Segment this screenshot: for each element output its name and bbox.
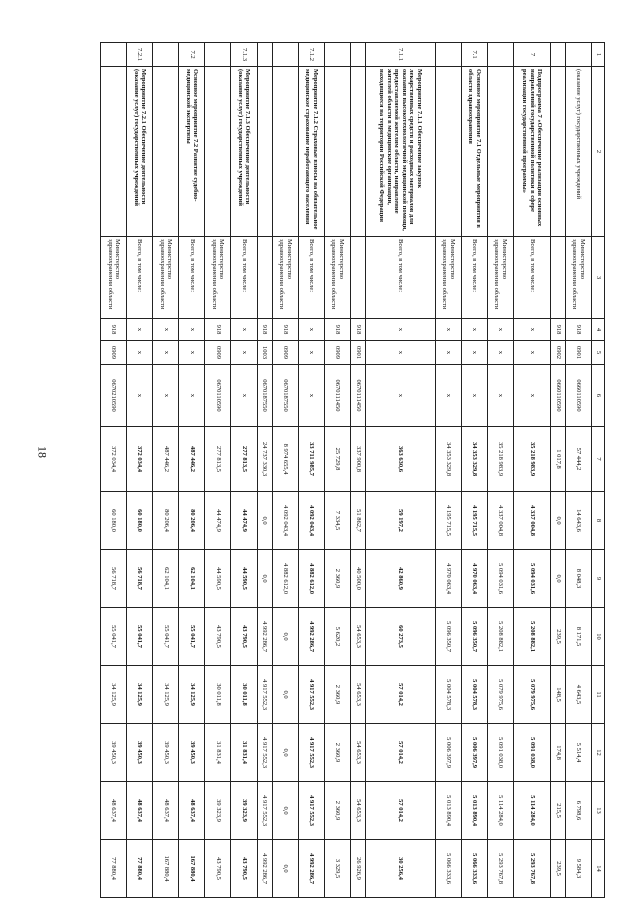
cell-col-11: 34 125,9 <box>127 666 153 724</box>
cell-col-2 <box>101 67 127 237</box>
cell-col-4: 918 <box>257 319 272 341</box>
cell-col-9: 2 360,9 <box>324 550 350 608</box>
cell-col-3: Министерство здравоохранения области <box>272 237 298 319</box>
cell-col-1 <box>153 43 179 67</box>
cell-col-10: 5 208 882,1 <box>513 608 550 666</box>
cell-col-5: x <box>487 341 513 365</box>
cell-col-4: x <box>179 319 205 341</box>
cell-col-7: 34 353 329,8 <box>461 427 487 492</box>
table-row <box>513 43 550 898</box>
cell-col-10: 239,5 <box>550 608 565 666</box>
cell-col-14: 9 584,3 <box>565 840 591 898</box>
cell-col-13: 5 013 890,4 <box>435 782 461 840</box>
cell-col-7: 35 218 983,9 <box>513 427 550 492</box>
cell-col-3 <box>350 237 365 319</box>
cell-col-10: 43 790,5 <box>205 608 231 666</box>
cell-col-12: 174,8 <box>550 724 565 782</box>
cell-col-10: 54 653,3 <box>350 608 365 666</box>
cell-col-11: 148,5 <box>550 666 565 724</box>
cell-col-8: 4 195 715,5 <box>461 492 487 550</box>
cell-col-11: 4 917 552,3 <box>298 666 324 724</box>
cell-col-5: 0909 <box>205 341 231 365</box>
cell-col-1 <box>350 43 365 67</box>
cell-col-2: Мероприятие 7.1.1 Обеспечение закупок лекарственных средств и расходных материалов для оказания высокотехнологичной медицинской помощи, предоставляемой жителям области, направление жителей области в медицинские организации, находящиеся на территории Российской Федерации <box>366 67 435 237</box>
cell-col-14: 3 329,5 <box>324 840 350 898</box>
cell-col-11: 5 004 578,3 <box>461 666 487 724</box>
cell-col-5: x <box>435 341 461 365</box>
cell-col-2: Основное мероприятие 7.1 Отдельные мероприятия в области здравоохранения <box>461 67 487 237</box>
cell-col-7: 24 737 330,3 <box>257 427 272 492</box>
cell-col-3: Всего, в том числе: <box>513 237 550 319</box>
cell-col-2 <box>205 67 231 237</box>
cell-col-11: 30 011,8 <box>205 666 231 724</box>
table-row <box>257 43 272 898</box>
cell-col-6: x <box>366 365 435 427</box>
table-frame <box>100 42 605 897</box>
cell-col-13: 2 360,9 <box>324 782 350 840</box>
cell-col-3: Министерство здравоохранения области <box>565 237 591 319</box>
cell-col-12: 39 450,3 <box>153 724 179 782</box>
table-row <box>298 43 324 898</box>
cell-col-1 <box>101 43 127 67</box>
cell-col-4: x <box>298 319 324 341</box>
table-row <box>272 43 298 898</box>
cell-col-5: 0909 <box>324 341 350 365</box>
cell-col-5: 0901 <box>565 341 591 365</box>
header-row <box>592 43 605 898</box>
cell-col-14: 43 790,5 <box>205 840 231 898</box>
cell-col-3: Министерство здравоохранения области <box>153 237 179 319</box>
cell-col-9: 5 094 031,6 <box>487 550 513 608</box>
cell-col-9: 4 882 612,0 <box>298 550 324 608</box>
cell-col-13: 0,0 <box>272 782 298 840</box>
cell-col-13: 39 323,9 <box>205 782 231 840</box>
cell-col-1: 7.1 <box>461 43 487 67</box>
cell-col-4: x <box>153 319 179 341</box>
cell-col-10: 5 208 882,1 <box>487 608 513 666</box>
cell-col-6: 0670210590 <box>101 365 127 427</box>
table-row <box>205 43 231 898</box>
cell-col-8: 4 195 715,5 <box>435 492 461 550</box>
header-cell: 6 <box>592 365 605 427</box>
cell-col-5: x <box>513 341 550 365</box>
cell-col-12: 54 653,3 <box>350 724 365 782</box>
cell-col-8: 44 474,9 <box>231 492 257 550</box>
cell-col-14: 0,0 <box>272 840 298 898</box>
cell-col-7: 33 711 985,7 <box>298 427 324 492</box>
cell-col-6: 0660110590 <box>565 365 591 427</box>
table-row <box>565 43 591 898</box>
cell-col-5: 0902 <box>550 341 565 365</box>
table-row <box>350 43 365 898</box>
cell-col-7: 277 813,5 <box>205 427 231 492</box>
cell-col-7: 487 446,2 <box>153 427 179 492</box>
cell-col-12: 31 831,4 <box>231 724 257 782</box>
cell-col-13: 5 114 284,0 <box>487 782 513 840</box>
cell-col-13: 48 637,4 <box>127 782 153 840</box>
cell-col-10: 5 620,2 <box>324 608 350 666</box>
cell-col-9: 4 970 063,4 <box>461 550 487 608</box>
cell-col-4: x <box>513 319 550 341</box>
cell-col-8: 60 180,0 <box>101 492 127 550</box>
header-cell: 13 <box>592 782 605 840</box>
cell-col-9: 44 590,5 <box>205 550 231 608</box>
cell-col-10: 55 041,7 <box>179 608 205 666</box>
cell-col-9: 56 718,7 <box>101 550 127 608</box>
cell-col-6: 0670110590 <box>205 365 231 427</box>
cell-col-6: 0660110590 <box>550 365 565 427</box>
cell-col-12: 5 006 397,9 <box>435 724 461 782</box>
cell-col-11: 5 079 975,6 <box>487 666 513 724</box>
cell-col-3 <box>257 237 272 319</box>
cell-col-9: 62 104,1 <box>179 550 205 608</box>
cell-col-1 <box>487 43 513 67</box>
cell-col-9: 0,0 <box>550 550 565 608</box>
header-cell: 5 <box>592 341 605 365</box>
cell-col-11: 0,0 <box>272 666 298 724</box>
table-row <box>127 43 153 898</box>
cell-col-4: x <box>487 319 513 341</box>
cell-col-5: 0909 <box>272 341 298 365</box>
cell-col-3: Всего, в том числе: <box>179 237 205 319</box>
cell-col-12: 5 091 038,0 <box>487 724 513 782</box>
cell-col-1: 7 <box>513 43 550 67</box>
cell-col-5: 0901 <box>350 341 365 365</box>
cell-col-13: 5 013 890,4 <box>461 782 487 840</box>
cell-col-5: x <box>461 341 487 365</box>
table-row <box>550 43 565 898</box>
cell-col-14: 77 880,4 <box>127 840 153 898</box>
cell-col-5: x <box>127 341 153 365</box>
cell-col-6: x <box>298 365 324 427</box>
header-cell: 11 <box>592 666 605 724</box>
cell-col-14: 5 066 333,6 <box>435 840 461 898</box>
header-cell: 9 <box>592 550 605 608</box>
cell-col-5: x <box>298 341 324 365</box>
cell-col-7: 34 353 329,8 <box>435 427 461 492</box>
cell-col-4: x <box>435 319 461 341</box>
cell-col-4: 918 <box>272 319 298 341</box>
cell-col-1: 7.1.3 <box>231 43 257 67</box>
cell-col-1: 7.2.1 <box>127 43 153 67</box>
cell-col-12: 31 831,4 <box>205 724 231 782</box>
cell-col-14: 239,5 <box>550 840 565 898</box>
cell-col-10: 60 273,5 <box>366 608 435 666</box>
cell-col-9: 4 882 612,0 <box>272 550 298 608</box>
cell-col-3: Министерство здравоохранения области <box>205 237 231 319</box>
cell-col-7: 487 446,2 <box>179 427 205 492</box>
cell-col-9: 40 500,0 <box>350 550 365 608</box>
cell-col-1 <box>272 43 298 67</box>
cell-col-6: x <box>513 365 550 427</box>
cell-col-7: 372 034,4 <box>127 427 153 492</box>
cell-col-3: Министерство здравоохранения области <box>101 237 127 319</box>
cell-col-2 <box>257 67 272 237</box>
cell-col-1 <box>565 43 591 67</box>
cell-col-9: 42 860,9 <box>366 550 435 608</box>
cell-col-14: 30 256,4 <box>366 840 435 898</box>
cell-col-14: 5 293 767,8 <box>487 840 513 898</box>
cell-col-1: 7.1.1 <box>366 43 435 67</box>
cell-col-1 <box>257 43 272 67</box>
header-cell: 4 <box>592 319 605 341</box>
cell-col-9: 56 718,7 <box>127 550 153 608</box>
cell-col-5: x <box>366 341 435 365</box>
cell-col-6: x <box>153 365 179 427</box>
cell-col-14: 26 926,9 <box>350 840 365 898</box>
cell-col-8: 4 337 004,8 <box>487 492 513 550</box>
cell-col-12: 39 450,3 <box>179 724 205 782</box>
cell-col-14: 5 293 767,8 <box>513 840 550 898</box>
cell-col-13: 39 323,9 <box>231 782 257 840</box>
page-number: 18 <box>35 446 50 458</box>
cell-col-3: Министерство здравоохранения области <box>324 237 350 319</box>
cell-col-1 <box>550 43 565 67</box>
cell-col-13: 48 637,4 <box>179 782 205 840</box>
cell-col-12: 5 514,4 <box>565 724 591 782</box>
cell-col-4: x <box>127 319 153 341</box>
cell-col-6: x <box>231 365 257 427</box>
cell-col-8: 0,0 <box>257 492 272 550</box>
cell-col-2 <box>487 67 513 237</box>
cell-col-7: 337 900,8 <box>350 427 365 492</box>
cell-col-13: 4 917 552,3 <box>257 782 272 840</box>
cell-col-5: 1003 <box>257 341 272 365</box>
cell-col-8: 4 092 043,4 <box>298 492 324 550</box>
cell-col-7: 1 017,8 <box>550 427 565 492</box>
cell-col-4: 918 <box>550 319 565 341</box>
cell-col-11: 57 014,2 <box>366 666 435 724</box>
table-row <box>487 43 513 898</box>
cell-col-8: 44 474,9 <box>205 492 231 550</box>
cell-col-12: 4 917 552,3 <box>257 724 272 782</box>
cell-col-14: 77 880,4 <box>101 840 127 898</box>
header-cell: 1 <box>592 43 605 67</box>
cell-col-1 <box>205 43 231 67</box>
cell-col-11: 34 125,9 <box>179 666 205 724</box>
header-cell: 3 <box>592 237 605 319</box>
cell-col-6: x <box>461 365 487 427</box>
cell-col-2 <box>350 67 365 237</box>
cell-col-6: 0670111450 <box>350 365 365 427</box>
cell-col-7: 277 813,5 <box>231 427 257 492</box>
cell-col-3: Всего, в том числе: <box>298 237 324 319</box>
cell-col-6: 0670187550 <box>272 365 298 427</box>
header-cell: 8 <box>592 492 605 550</box>
table-row <box>231 43 257 898</box>
header-cell: 7 <box>592 427 605 492</box>
cell-col-11: 34 125,9 <box>153 666 179 724</box>
cell-col-3: Министерство здравоохранения области <box>435 237 461 319</box>
cell-col-14: 43 790,5 <box>231 840 257 898</box>
cell-col-4: 918 <box>350 319 365 341</box>
cell-col-4: 918 <box>324 319 350 341</box>
cell-col-5: x <box>179 341 205 365</box>
cell-col-7: 35 218 983,9 <box>487 427 513 492</box>
cell-col-8: 4 337 004,8 <box>513 492 550 550</box>
budget-table <box>100 42 605 898</box>
cell-col-10: 43 790,5 <box>231 608 257 666</box>
cell-col-2: (оказание услуг) государственных учреждений <box>565 67 591 237</box>
cell-col-8: 14 643,6 <box>565 492 591 550</box>
cell-col-2 <box>550 67 565 237</box>
cell-col-13: 4 917 552,3 <box>298 782 324 840</box>
cell-col-3: Всего, в том числе: <box>366 237 435 319</box>
cell-col-9: 44 590,5 <box>231 550 257 608</box>
cell-col-6: x <box>127 365 153 427</box>
cell-col-1: 7.1.2 <box>298 43 324 67</box>
cell-col-13: 5 114 284,0 <box>513 782 550 840</box>
cell-col-2 <box>435 67 461 237</box>
cell-col-2: Мероприятие 7.1.3 Обеспечение деятельности (оказание услуг) государственных учреждений <box>231 67 257 237</box>
cell-col-4: 918 <box>101 319 127 341</box>
cell-col-13: 48 637,4 <box>101 782 127 840</box>
cell-col-10: 4 992 286,7 <box>298 608 324 666</box>
cell-col-7: 372 034,4 <box>101 427 127 492</box>
cell-col-8: 51 862,7 <box>350 492 365 550</box>
cell-col-13: 6 798,6 <box>565 782 591 840</box>
cell-col-2 <box>324 67 350 237</box>
cell-col-14: 4 992 286,7 <box>257 840 272 898</box>
cell-col-13: 57 014,2 <box>366 782 435 840</box>
cell-col-14: 167 880,4 <box>153 840 179 898</box>
cell-col-10: 55 041,7 <box>153 608 179 666</box>
table-row <box>461 43 487 898</box>
cell-col-12: 2 360,9 <box>324 724 350 782</box>
cell-col-4: x <box>461 319 487 341</box>
header-cell: 10 <box>592 608 605 666</box>
cell-col-11: 2 360,9 <box>324 666 350 724</box>
cell-col-7: 25 729,8 <box>324 427 350 492</box>
cell-col-13: 54 653,3 <box>350 782 365 840</box>
cell-col-12: 5 006 397,9 <box>461 724 487 782</box>
cell-col-2 <box>272 67 298 237</box>
cell-col-11: 4 643,5 <box>565 666 591 724</box>
cell-col-2: Подпрограмма 7 «Обеспечение реализации основных направлений государственной политики в сфере реализации государственной программы» <box>513 67 550 237</box>
cell-col-14: 167 880,4 <box>179 840 205 898</box>
table-row <box>179 43 205 898</box>
header-cell: 12 <box>592 724 605 782</box>
cell-col-11: 4 917 552,3 <box>257 666 272 724</box>
cell-col-5: 0909 <box>101 341 127 365</box>
cell-col-12: 5 091 038,0 <box>513 724 550 782</box>
cell-col-9: 8 048,3 <box>565 550 591 608</box>
cell-col-3 <box>550 237 565 319</box>
cell-col-7: 8 974 655,4 <box>272 427 298 492</box>
cell-col-8: 59 197,2 <box>366 492 435 550</box>
cell-col-8: 80 206,4 <box>179 492 205 550</box>
cell-col-2: Мероприятие 7.1.2 Страховые взносы на обязательное медицинское страхование неработающего населения <box>298 67 324 237</box>
cell-col-9: 0,0 <box>257 550 272 608</box>
cell-col-12: 57 014,2 <box>366 724 435 782</box>
table-row <box>435 43 461 898</box>
table-row <box>153 43 179 898</box>
cell-col-7: 57 444,2 <box>565 427 591 492</box>
cell-col-9: 5 094 031,6 <box>513 550 550 608</box>
cell-col-9: 4 970 063,4 <box>435 550 461 608</box>
cell-col-4: x <box>231 319 257 341</box>
cell-col-2: Основное мероприятие 7.2 Развитие судебно-медицинской экспертизы <box>179 67 205 237</box>
cell-col-10: 8 171,5 <box>565 608 591 666</box>
cell-col-6: x <box>179 365 205 427</box>
cell-col-6: 0670111450 <box>324 365 350 427</box>
cell-col-4: 918 <box>205 319 231 341</box>
cell-col-5: x <box>231 341 257 365</box>
cell-col-3: Всего, в том числе: <box>461 237 487 319</box>
cell-col-4: x <box>366 319 435 341</box>
cell-col-13: 48 637,4 <box>153 782 179 840</box>
cell-col-8: 0,0 <box>550 492 565 550</box>
cell-col-10: 55 041,7 <box>101 608 127 666</box>
cell-col-5: x <box>153 341 179 365</box>
cell-col-12: 39 450,3 <box>101 724 127 782</box>
cell-col-8: 4 092 043,4 <box>272 492 298 550</box>
cell-col-12: 39 450,3 <box>127 724 153 782</box>
cell-col-11: 5 004 578,3 <box>435 666 461 724</box>
cell-col-14: 5 066 333,6 <box>461 840 487 898</box>
cell-col-11: 30 011,8 <box>231 666 257 724</box>
cell-col-4: 918 <box>565 319 591 341</box>
cell-col-8: 60 180,0 <box>127 492 153 550</box>
cell-col-11: 34 125,9 <box>101 666 127 724</box>
cell-col-3: Всего, в том числе: <box>127 237 153 319</box>
cell-col-12: 0,0 <box>272 724 298 782</box>
cell-col-3: Министерство здравоохранения области <box>487 237 513 319</box>
cell-col-13: 215,5 <box>550 782 565 840</box>
cell-col-10: 4 992 286,7 <box>257 608 272 666</box>
rotated-table-container <box>100 42 605 897</box>
cell-col-1 <box>435 43 461 67</box>
table-row <box>324 43 350 898</box>
cell-col-10: 5 096 350,7 <box>435 608 461 666</box>
cell-col-14: 4 992 286,7 <box>298 840 324 898</box>
cell-col-2: Мероприятие 7.2.1 Обеспечение деятельности (оказание услуг) государственных учреждений <box>127 67 153 237</box>
cell-col-8: 7 334,5 <box>324 492 350 550</box>
cell-col-6: 0670187550 <box>257 365 272 427</box>
cell-col-10: 0,0 <box>272 608 298 666</box>
cell-col-1: 7.2 <box>179 43 205 67</box>
cell-col-6: x <box>435 365 461 427</box>
cell-col-10: 55 041,7 <box>127 608 153 666</box>
header-cell: 2 <box>592 67 605 237</box>
header-cell: 14 <box>592 840 605 898</box>
cell-col-2 <box>153 67 179 237</box>
cell-col-7: 363 630,6 <box>366 427 435 492</box>
cell-col-10: 5 096 350,7 <box>461 608 487 666</box>
cell-col-8: 80 206,4 <box>153 492 179 550</box>
cell-col-9: 62 104,1 <box>153 550 179 608</box>
cell-col-6: x <box>487 365 513 427</box>
cell-col-12: 4 917 552,3 <box>298 724 324 782</box>
cell-col-3: Всего, в том числе: <box>231 237 257 319</box>
cell-col-1 <box>324 43 350 67</box>
cell-col-11: 5 079 975,6 <box>513 666 550 724</box>
table-row <box>101 43 127 898</box>
table-row <box>366 43 435 898</box>
cell-col-11: 54 653,3 <box>350 666 365 724</box>
